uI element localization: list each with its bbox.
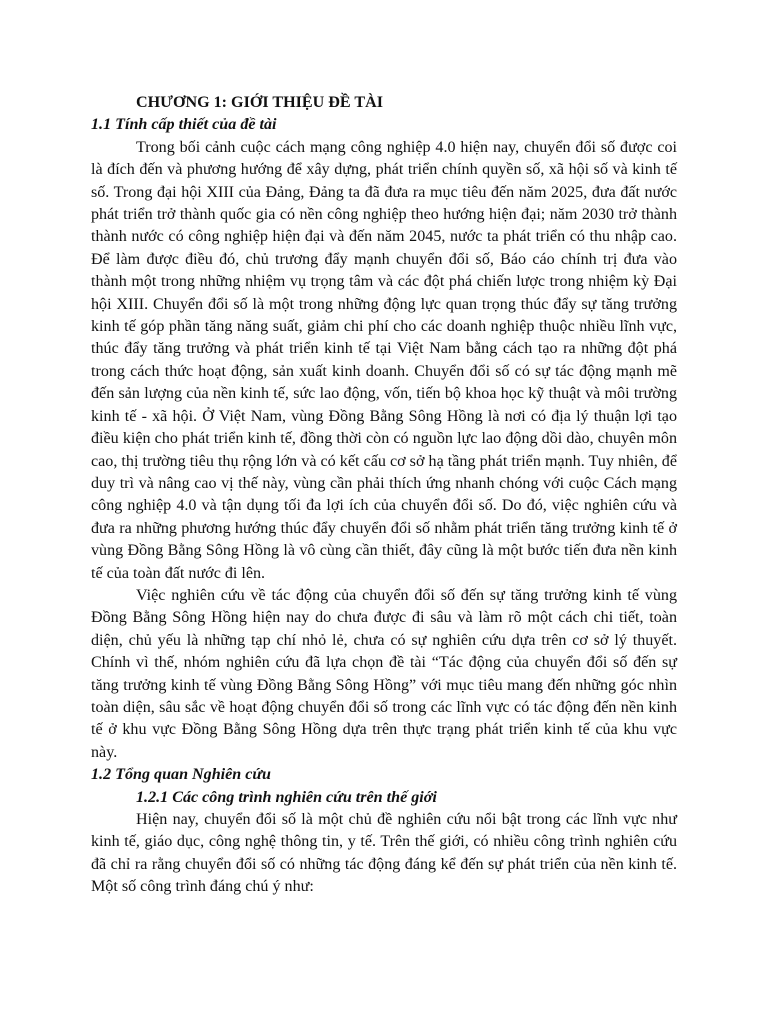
paragraph: Hiện nay, chuyển đổi số là một chủ đề nghiên cứu nổi bật trong các lĩnh vực như kinh tế, giáo dục, công nghệ thông tin, y tế. Trên thế giới, có nhiều công trình nghiên cứu đã chỉ ra rằng chuyển đổi số có những tác động đáng kể đến sự phát triển của nền kinh tế. Một số công trình đáng chú ý như:	[91, 811, 677, 896]
paragraph: Trong bối cảnh cuộc cách mạng công nghiệp 4.0 hiện nay, chuyển đổi số được coi là đích đến và phương hướng để xây dựng, phát triển chính quyền số, xã hội số và kinh tế số. Trong đại hội XIII của Đảng, Đảng ta đã đưa ra mục tiêu đến năm 2025, đưa đất nước phát triển trở thành quốc gia có nền công nghiệp theo hướng hiện đại; năm 2030 trở thành thành nước có công nghiệp hiện đại và đến năm 2045, nước ta phát triển có thu nhập cao. Để làm được điều đó, chủ trương đẩy mạnh chuyển đổi số, Báo cáo chính trị đưa vào thành một trong những nhiệm vụ trọng tâm và các đột phá chiến lược trong nhiệm kỳ Đại hội XIII. Chuyển đổi số là một trong những động lực quan trọng thúc đẩy sự tăng trưởng kinh tế góp phần tăng năng suất, giảm chi phí cho các doanh nghiệp thuộc nhiều lĩnh vực, thúc đẩy tăng trưởng và phát triển kinh tế tại Việt Nam bằng cách tạo ra những đột phá trong cách thức hoạt động, sản xuất kinh doanh. Chuyển đổi số có sự tác động mạnh mẽ đến sản lượng của nền kinh tế, sức lao động, vốn, tiến bộ khoa học kỹ thuật và môi trường kinh tế - xã hội. Ở Việt Nam, vùng Đồng Bằng Sông Hồng là nơi có địa lý thuận lợi tạo điều kiện cho phát triển kinh tế, đồng thời còn có nguồn lực lao động dồi dào, chuyên môn cao, thị trường tiêu thụ rộng lớn và có kết cấu cơ sở hạ tầng phát triển mạnh. Tuy nhiên, để duy trì và nâng cao vị thế này, vùng cần phải thích ứng nhanh chóng với cuộc Cách mạng công nghiệp 4.0 và tận dụng tối đa lợi ích của chuyển đổi số. Do đó, việc nghiên cứu và đưa ra những phương hướng thúc đẩy chuyển đổi số nhằm phát triển tăng trưởng kinh tế ở vùng Đồng Bằng Sông Hồng là vô cùng cần thiết, đây cũng là một bước tiến đưa nền kinh tế của toàn đất nước đi lên.	[91, 138, 677, 582]
chapter-title: CHƯƠNG 1: GIỚI THIỆU ĐỀ TÀI	[136, 94, 383, 111]
subsection-heading-1-2-1: 1.2.1 Các công trình nghiên cứu trên thế giới	[136, 788, 437, 806]
document-page	[91, 92, 677, 899]
section-heading-1-2: 1.2 Tổng quan Nghiên cứu	[91, 766, 272, 784]
paragraph: Việc nghiên cứu về tác động của chuyển đổi số đến sự tăng trưởng kinh tế vùng Đồng Bằng Sông Hồng hiện nay do chưa được đi sâu và làm rõ một cách chi tiết, toàn diện, chủ yếu là những tạp chí nhỏ lẻ, chưa có sự nghiên cứu dựa trên cơ sở lý thuyết. Chính vì thế, nhóm nghiên cứu đã lựa chọn đề tài “Tác động của chuyển đổi số đến sự tăng trưởng kinh tế vùng Đồng Bằng Sông Hồng” với mục tiêu mang đến những góc nhìn toàn diện, sâu sắc về hoạt động chuyển đổi số trong các lĩnh vực có tác động đến nền kinh tế ở khu vực Đồng Bằng Sông Hồng dựa trên thực trạng phát triển kinh tế của khu vực này.	[91, 586, 677, 761]
section-heading-1-1: 1.1 Tính cấp thiết của đề tài	[91, 116, 277, 134]
